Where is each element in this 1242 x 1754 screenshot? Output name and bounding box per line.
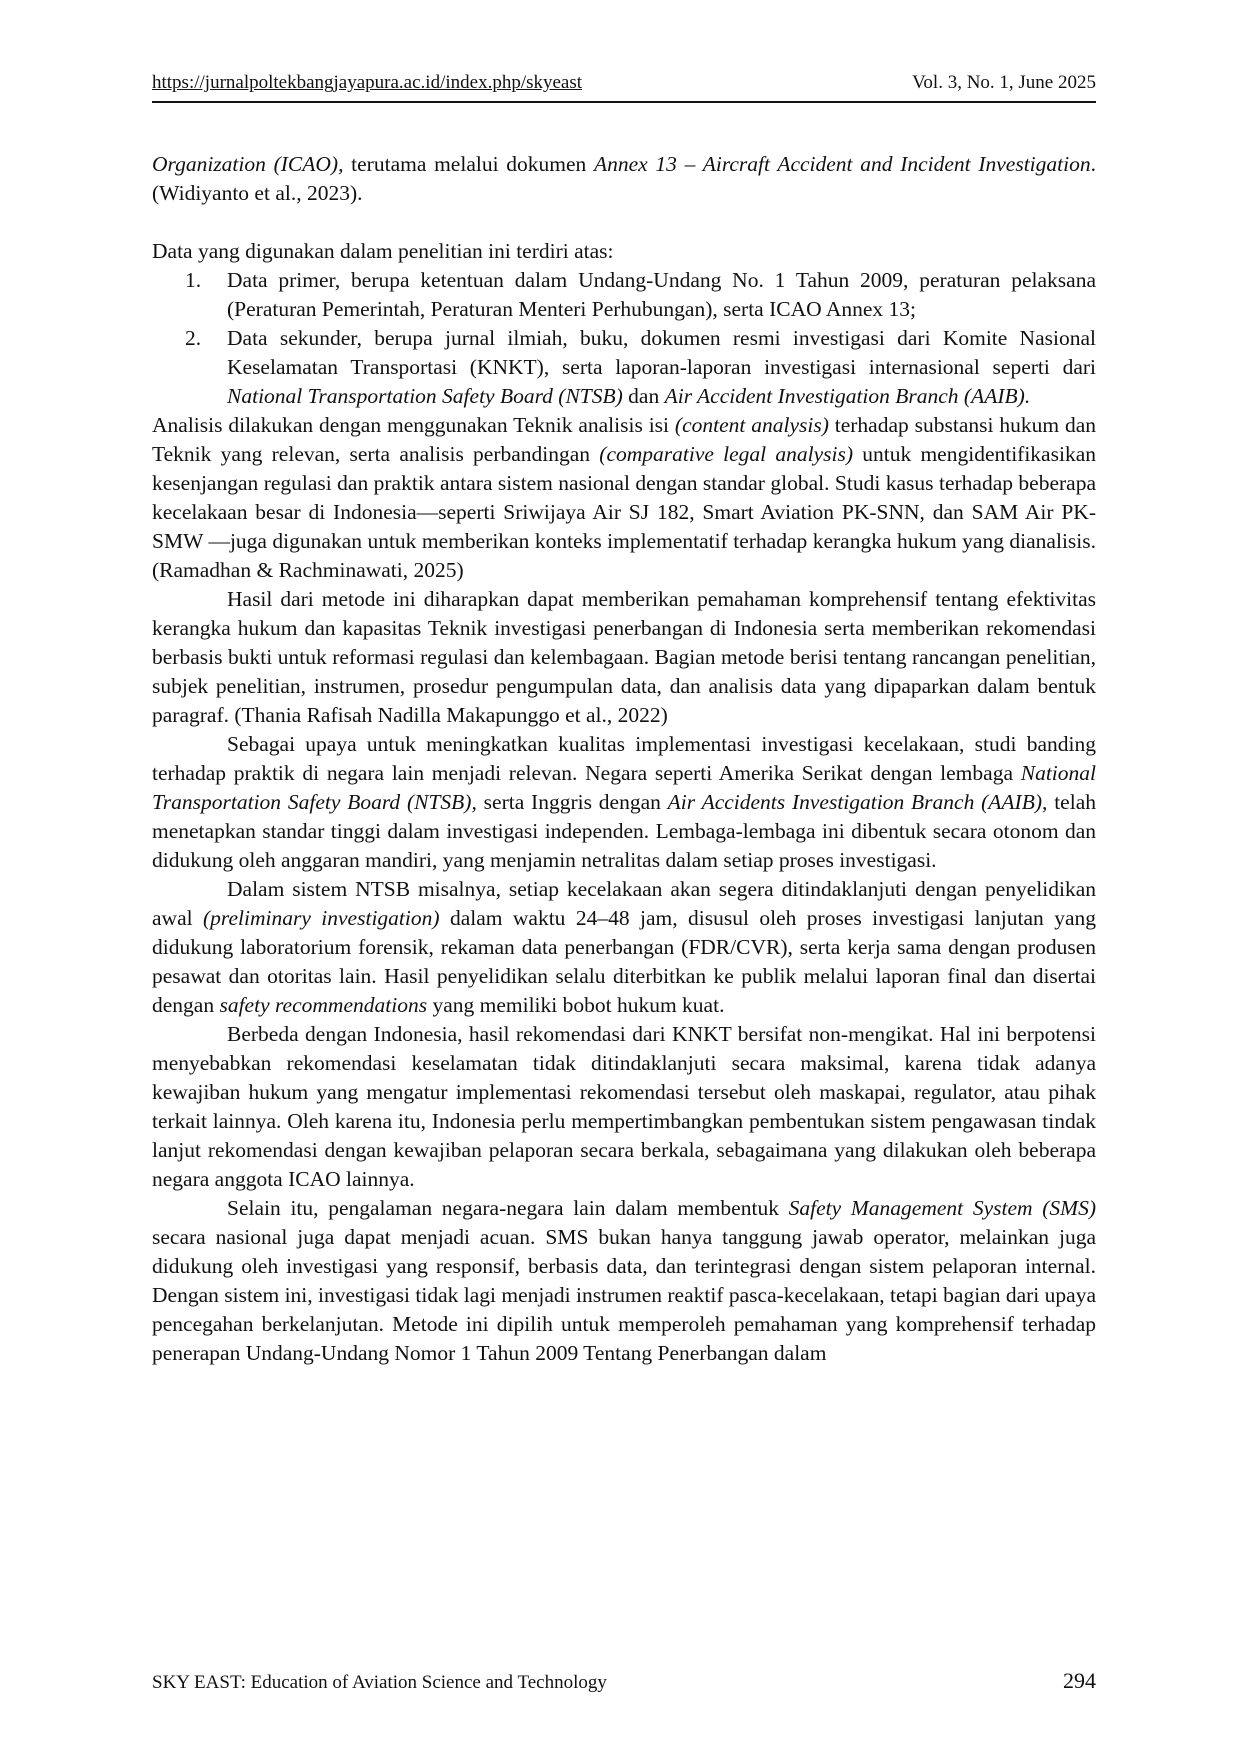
italic-text-run: Air Accidents Investigation Branch (AAIB), bbox=[667, 790, 1048, 814]
text-run: terhadap substansi hukum dan Teknik yang relevan, serta analisis perbandingan bbox=[152, 413, 1096, 466]
italic-text-run: National Transportation Safety Board (NTSB), bbox=[152, 761, 1096, 814]
text-run: telah menetapkan standar tinggi dalam investigasi independen. Lembaga-lembaga ini dibentuk secara otonom dan didukung oleh anggaran mandiri, yang menjamin netralitas dalam setiap proses investigasi. bbox=[152, 790, 1096, 872]
italic-text-run: Annex 13 – Aircraft Accident and Incident Investigation bbox=[594, 152, 1091, 176]
paragraph-data-intro bbox=[152, 237, 1096, 266]
text-run: yang memiliki bobot hukum kuat. bbox=[427, 993, 725, 1017]
paragraph-sms bbox=[152, 1194, 1096, 1368]
italic-text-run: (comparative legal analysis) bbox=[599, 442, 854, 466]
list-item-number: 2. bbox=[185, 326, 202, 350]
list-item-text bbox=[227, 326, 1096, 408]
page-body bbox=[152, 150, 1096, 1368]
text-run: Data primer, berupa ketentuan dalam Undang-Undang No. 1 Tahun 2009, peraturan pelaksana (Peraturan Pemerintah, Peraturan Menteri Perhubungan), serta ICAO Annex 13; bbox=[227, 268, 1096, 321]
text-run: Berbeda dengan Indonesia, hasil rekomendasi dari KNKT bersifat non-mengikat. Hal ini berpotensi menyebabkan rekomendasi keselamatan tidak ditindaklanjuti secara maksimal, karena tidak adanya kewajiban hukum yang mengatur implementasi rekomendasi tersebut oleh maskapai, regulator, atau pihak terkait lainnya. Oleh karena itu, Indonesia perlu mempertimbangkan pembentukan sistem pengawasan tindak lanjut rekomendasi dengan kewajiban pelaporan secara berkala, sebagaimana yang dilakukan oleh beberapa negara anggota ICAO lainnya. bbox=[152, 1022, 1096, 1191]
journal-name: SKY EAST: Education of Aviation Science and Technology bbox=[152, 1672, 607, 1693]
journal-url-link[interactable]: https://jurnalpoltekbangjayapura.ac.id/index.php/skyeast bbox=[152, 72, 583, 93]
text-run: Dalam sistem NTSB misalnya, setiap kecelakaan akan segera ditindaklanjuti dengan penyelidikan awal bbox=[152, 877, 1096, 930]
text-run: Sebagai upaya untuk meningkatkan kualitas implementasi investigasi kecelakaan, studi banding terhadap praktik di negara lain menjadi relevan. Negara seperti Amerika Serikat dengan lembaga bbox=[152, 732, 1096, 785]
text-run: secara nasional juga dapat menjadi acuan. SMS bukan hanya tanggung jawab operator, melainkan juga didukung oleh investigasi yang responsif, berbasis data, dan terintegrasi dengan sistem pelaporan internal. Dengan sistem ini, investigasi tidak lagi menjadi instrumen reaktif pasca-kecelakaan, tetapi bagian dari upaya pencegahan berkelanjutan. Metode ini dipilih untuk memperoleh pemahaman yang komprehensif terhadap penerapan Undang-Undang Nomor 1 Tahun 2009 Tentang Penerbangan dalam bbox=[152, 1225, 1096, 1365]
paragraph-comparative-study bbox=[152, 730, 1096, 875]
paragraph-analysis bbox=[152, 411, 1096, 585]
paragraph-continuation bbox=[152, 150, 1096, 208]
text-run: Data sekunder, berupa jurnal ilmiah, buku, dokumen resmi investigasi dari Komite Nasional Keselamatan Transportasi (KNKT), serta laporan-laporan investigasi internasional seperti dari bbox=[227, 326, 1096, 379]
italic-text-run: Air Accident Investigation Branch (AAIB). bbox=[664, 384, 1031, 408]
text-run: . (Widiyanto et al., 2023). bbox=[152, 152, 1096, 205]
italic-text-run: (content analysis) bbox=[674, 413, 829, 437]
list-item bbox=[152, 324, 1096, 411]
list-item-text bbox=[227, 268, 1096, 321]
text-run: untuk mengidentifikasikan kesenjangan regulasi dan praktik antara sistem nasional dengan standar global. Studi kasus terhadap beberapa kecelakaan besar di Indonesia—seperti Sriwijaya Air SJ 182, Smart Aviation PK-SNN, dan SAM Air PK-SMW —juga digunakan untuk memberikan konteks implementatif terhadap kerangka hukum yang dianalisis. (Ramadhan & Rachminawati, 2025) bbox=[152, 442, 1096, 582]
running-footer bbox=[152, 1668, 1096, 1694]
data-source-list bbox=[152, 266, 1096, 411]
text-run: dalam waktu 24–48 jam, disusul oleh proses investigasi lanjutan yang didukung laboratorium forensik, rekaman data penerbangan (FDR/CVR), serta kerja sama dengan produsen pesawat dan otoritas lain. Hasil penyelidikan selalu diterbitkan ke publik melalui laporan final dan disertai dengan bbox=[152, 906, 1096, 1017]
text-run: Analisis dilakukan dengan menggunakan Teknik analisis isi bbox=[152, 413, 675, 437]
italic-text-run: Organization (ICAO), bbox=[152, 152, 344, 176]
italic-text-run: safety recommendations bbox=[219, 993, 428, 1017]
italic-text-run: Safety Management System (SMS) bbox=[788, 1196, 1096, 1220]
text-run: serta Inggris dengan bbox=[476, 790, 668, 814]
text-run: dan bbox=[622, 384, 665, 408]
paragraph-gap bbox=[152, 208, 1096, 237]
text-run: terutama melalui dokumen bbox=[343, 152, 594, 176]
volume-info: Vol. 3, No. 1, June 2025 bbox=[912, 72, 1096, 93]
text-run: Selain itu, pengalaman negara-negara lain dalam membentuk bbox=[227, 1196, 789, 1220]
header-divider bbox=[152, 101, 1096, 103]
page-number: 294 bbox=[1063, 1668, 1096, 1693]
text-run: Hasil dari metode ini diharapkan dapat memberikan pemahaman komprehensif tentang efektivitas kerangka hukum dan kapasitas Teknik investigasi penerbangan di Indonesia serta memberikan rekomendasi berbasis bukti untuk reformasi regulasi dan kelembagaan. Bagian metode berisi tentang rancangan penelitian, subjek penelitian, instrumen, prosedur pengumpulan data, dan analisis data yang dipaparkan dalam bentuk paragraf. (Thania Rafisah Nadilla Makapunggo et al., 2022) bbox=[152, 587, 1096, 727]
italic-text-run: (preliminary investigation) bbox=[203, 906, 440, 930]
list-item bbox=[152, 266, 1096, 324]
text-run: Data yang digunakan dalam penelitian ini terdiri atas: bbox=[152, 239, 614, 263]
italic-text-run: National Transportation Safety Board (NTSB) bbox=[227, 384, 623, 408]
paragraph-results bbox=[152, 585, 1096, 730]
running-header bbox=[152, 72, 1096, 94]
paragraph-ntsb-system bbox=[152, 875, 1096, 1020]
list-item-number: 1. bbox=[185, 268, 202, 292]
paragraph-knkt-recommendations bbox=[152, 1020, 1096, 1194]
